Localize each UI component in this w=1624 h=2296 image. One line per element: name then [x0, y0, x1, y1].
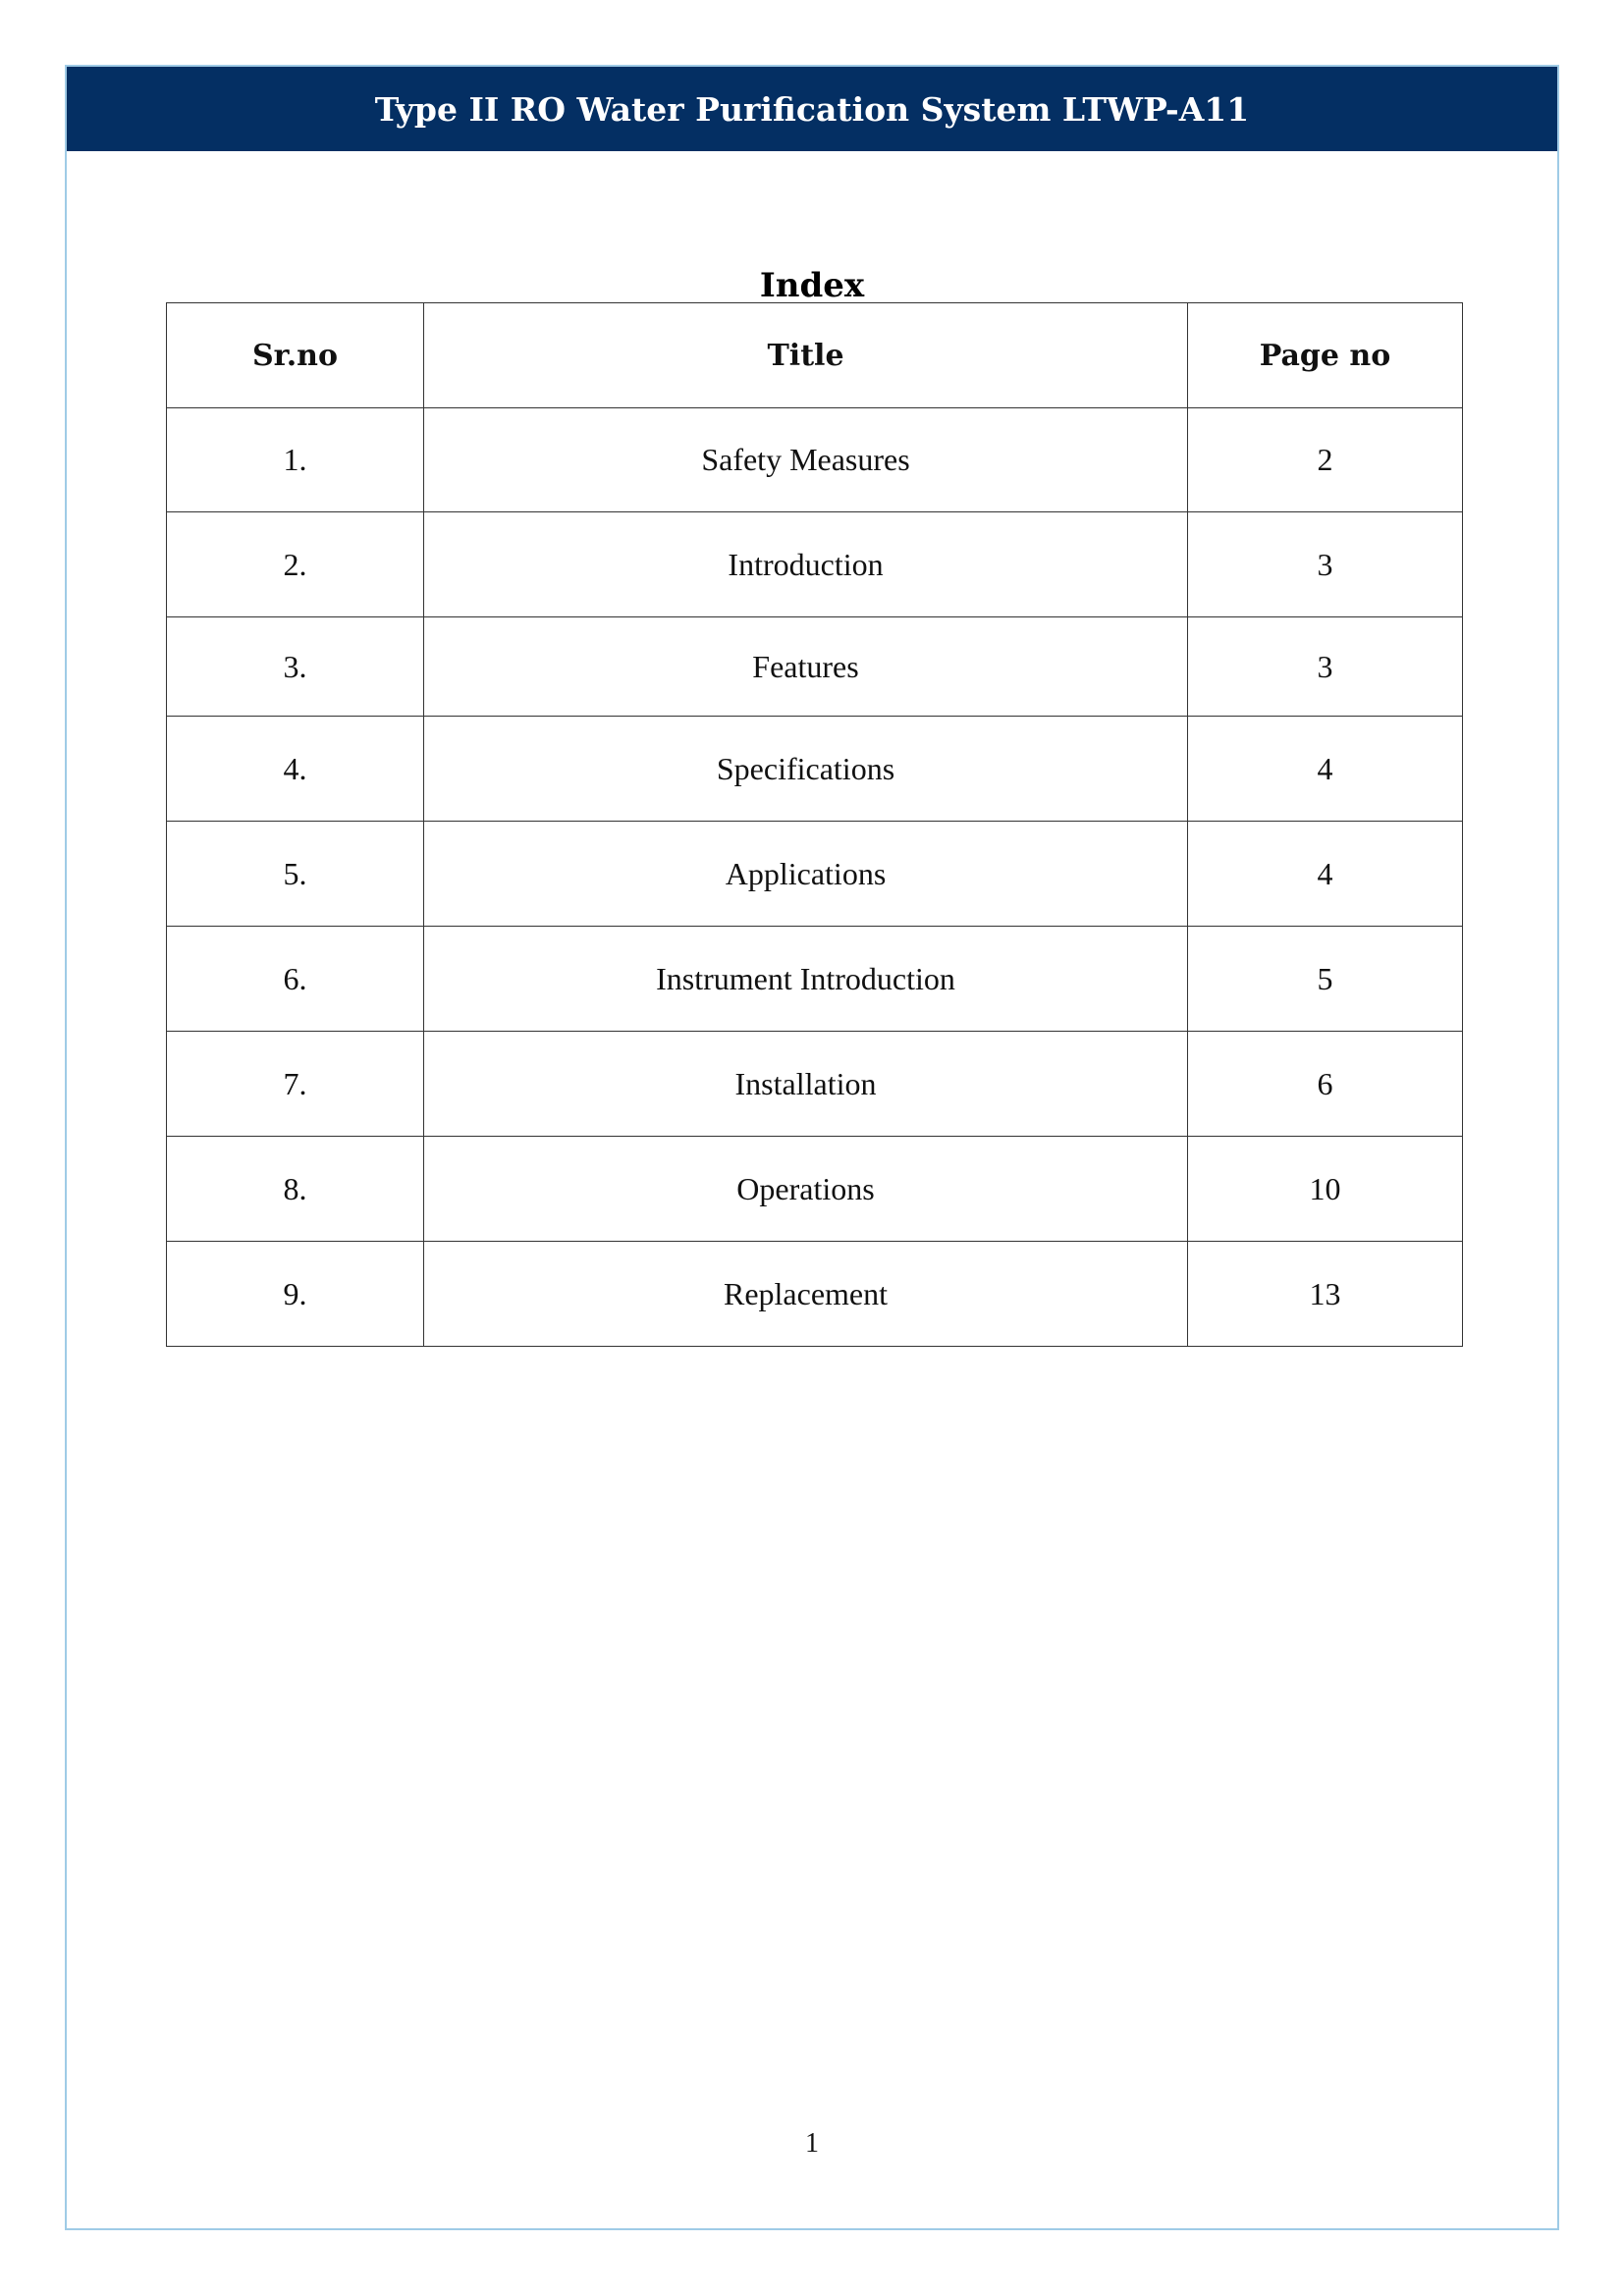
cell-srno: 8.: [167, 1137, 424, 1242]
column-header-srno: Sr.no: [167, 303, 424, 408]
cell-srno: 7.: [167, 1032, 424, 1137]
table-row: [167, 1032, 1463, 1137]
cell-page: 2: [1188, 408, 1463, 512]
cell-title: Operations: [424, 1137, 1188, 1242]
page-number: 1: [805, 2128, 819, 2159]
cell-srno: 2.: [167, 512, 424, 617]
cell-title: Replacement: [424, 1242, 1188, 1347]
table-row: [167, 1242, 1463, 1347]
cell-page: 10: [1188, 1137, 1463, 1242]
cell-srno: 1.: [167, 408, 424, 512]
column-header-page: Page no: [1188, 303, 1463, 408]
cell-page: 4: [1188, 822, 1463, 927]
index-heading: Index: [759, 266, 865, 305]
cell-page: 13: [1188, 1242, 1463, 1347]
cell-srno: 5.: [167, 822, 424, 927]
cell-srno: 4.: [167, 717, 424, 822]
table-header-row: [167, 303, 1463, 408]
cell-title: Instrument Introduction: [424, 927, 1188, 1032]
header-band: [67, 67, 1557, 151]
cell-title: Introduction: [424, 512, 1188, 617]
cell-srno: 3.: [167, 617, 424, 717]
table-row: [167, 822, 1463, 927]
cell-title: Features: [424, 617, 1188, 717]
table-row: [167, 717, 1463, 822]
cell-page: 6: [1188, 1032, 1463, 1137]
page-frame: [65, 65, 1559, 2230]
cell-page: 3: [1188, 512, 1463, 617]
table-row: [167, 617, 1463, 717]
cell-title: Safety Measures: [424, 408, 1188, 512]
cell-page: 4: [1188, 717, 1463, 822]
cell-page: 5: [1188, 927, 1463, 1032]
table-row: [167, 512, 1463, 617]
index-table: [166, 302, 1463, 1347]
cell-title: Applications: [424, 822, 1188, 927]
cell-srno: 6.: [167, 927, 424, 1032]
table-row: [167, 1137, 1463, 1242]
table-row: [167, 927, 1463, 1032]
document-title: Type II RO Water Purification System LTWP-A11: [374, 89, 1250, 129]
cell-title: Installation: [424, 1032, 1188, 1137]
cell-title: Specifications: [424, 717, 1188, 822]
cell-srno: 9.: [167, 1242, 424, 1347]
cell-page: 3: [1188, 617, 1463, 717]
column-header-title: Title: [424, 303, 1188, 408]
table-row: [167, 408, 1463, 512]
